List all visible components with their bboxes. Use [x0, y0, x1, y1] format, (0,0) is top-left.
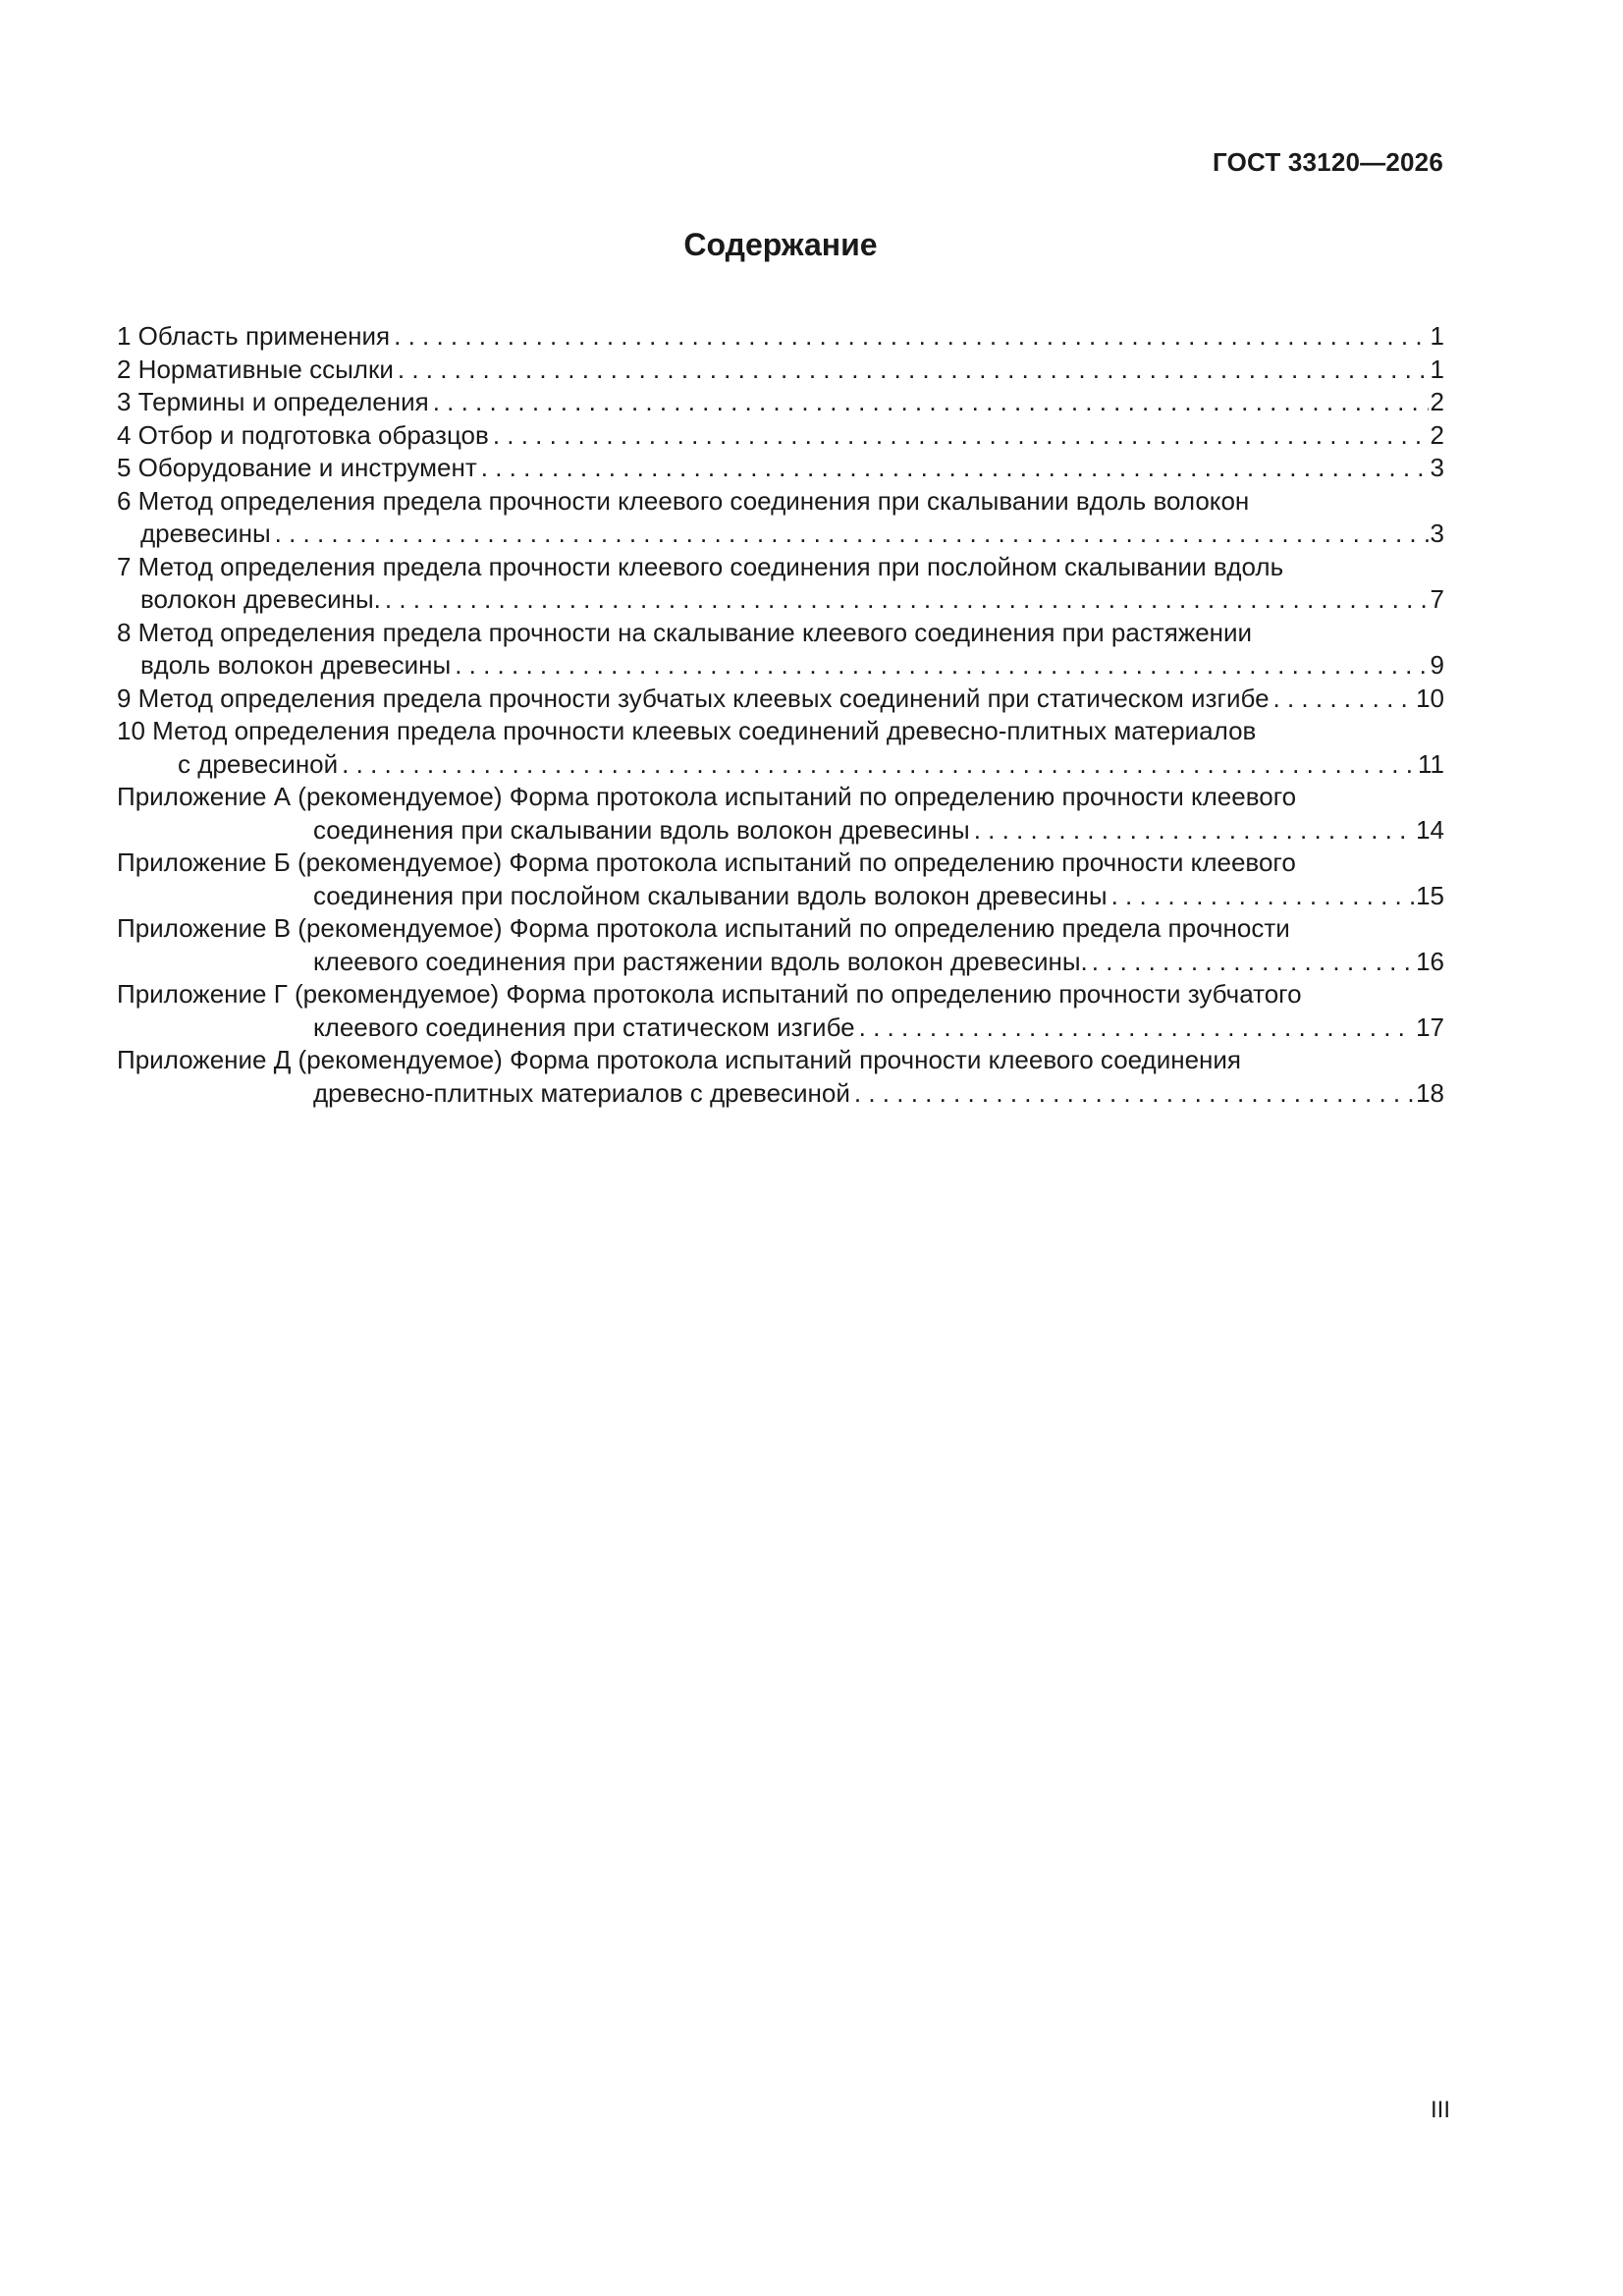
toc-leader-dots — [1111, 880, 1414, 913]
toc-entry[interactable] — [117, 912, 1444, 978]
toc-entry-title: Приложение Г (рекомендуемое) Форма протокола испытаний по определению прочности зубчатого — [117, 979, 1302, 1009]
toc-page-number: 2 — [1430, 419, 1444, 450]
toc-title: Содержание — [683, 227, 878, 262]
toc-entry-title-continued: волокон древесины. — [140, 584, 381, 614]
toc-page-number: 9 — [1430, 650, 1444, 680]
toc-page-number: 1 — [1430, 321, 1444, 351]
toc-leader-dots — [275, 518, 1429, 551]
toc-entry[interactable] — [117, 419, 1444, 453]
page-number: III — [1430, 2097, 1450, 2123]
toc-entry-title: 10 Метод определения предела прочности клеевых соединений древесно-плитных материалов — [117, 716, 1257, 745]
toc-leader-dots — [398, 354, 1429, 387]
toc-entry[interactable] — [117, 320, 1444, 354]
toc-entry-title: 3 Термины и определения — [117, 387, 429, 416]
toc-leader-dots — [385, 583, 1429, 617]
toc-entry-title-continued: вдоль волокон древесины — [140, 650, 452, 680]
toc-entry[interactable] — [117, 551, 1444, 617]
toc-entry-title-continued: клеевого соединения при растяжении вдоль волокон древесины. — [313, 946, 1088, 976]
toc-entry-title: Приложение А (рекомендуемое) Форма протокола испытаний по определению прочности клеевого — [117, 782, 1297, 811]
toc-page-number: 7 — [1430, 584, 1444, 614]
toc-entry-title: 5 Оборудование и инструмент — [117, 453, 477, 482]
toc-entry-title: 9 Метод определения предела прочности зубчатых клеевых соединений при статическом изгибе — [117, 683, 1270, 713]
toc-entry[interactable] — [117, 1044, 1444, 1110]
toc-entry[interactable] — [117, 847, 1444, 912]
toc-page-number: 3 — [1430, 453, 1444, 482]
toc-entry-title-continued: соединения при скалывании вдоль волокон древесины — [313, 814, 970, 845]
toc-entry-title: 7 Метод определения предела прочности клеевого соединения при послойном скалывании вдоль — [117, 551, 1284, 581]
toc-entry[interactable] — [117, 452, 1444, 485]
toc-leader-dots — [1273, 683, 1415, 716]
toc-page-number: 2 — [1430, 387, 1444, 416]
toc-entry-title-continued: с древесиной — [178, 748, 339, 779]
table-of-contents — [117, 320, 1444, 1110]
toc-leader-dots — [859, 1011, 1414, 1045]
toc-entry-title-continued: древесины — [140, 519, 271, 548]
toc-entry[interactable] — [117, 386, 1444, 419]
toc-entry-title: Приложение Д (рекомендуемое) Форма протокола испытаний прочности клеевого соединения — [117, 1045, 1242, 1074]
toc-entry-title-continued: клеевого соединения при статическом изгибе — [313, 1011, 855, 1042]
toc-entry-title: 1 Область применения — [117, 321, 391, 351]
toc-page-number: 1 — [1430, 354, 1444, 384]
toc-page-number: 3 — [1430, 519, 1444, 548]
toc-entry-title: 2 Нормативные ссылки — [117, 354, 394, 384]
toc-entry[interactable] — [117, 715, 1444, 781]
toc-entry[interactable] — [117, 485, 1444, 551]
toc-leader-dots — [481, 452, 1429, 485]
toc-entry[interactable] — [117, 354, 1444, 387]
toc-entry-title: 6 Метод определения предела прочности клеевого соединения при скалывании вдоль волокон — [117, 485, 1250, 516]
toc-entry[interactable] — [117, 781, 1444, 847]
toc-entry-title: Приложение Б (рекомендуемое) Форма протокола испытаний по определению прочности клеевого — [117, 847, 1296, 877]
toc-page-number: 18 — [1416, 1077, 1444, 1108]
toc-entry-title: 8 Метод определения предела прочности на скалывание клеевого соединения при растяжении — [117, 617, 1253, 647]
toc-entry-title: 4 Отбор и подготовка образцов — [117, 419, 489, 450]
toc-page-number: 14 — [1416, 814, 1444, 845]
toc-entry-title-continued: древесно-плитных материалов с древесиной — [313, 1077, 850, 1108]
toc-entry-title-continued: соединения при послойном скалывании вдоль волокон древесины — [313, 880, 1108, 910]
toc-leader-dots — [854, 1077, 1414, 1111]
toc-leader-dots — [1092, 946, 1414, 979]
toc-leader-dots — [342, 748, 1416, 782]
toc-leader-dots — [493, 419, 1429, 453]
document-code: ГОСТ 33120—2026 — [1213, 147, 1443, 177]
toc-page-number: 10 — [1416, 683, 1444, 713]
toc-entry[interactable] — [117, 683, 1444, 716]
toc-page-number: 15 — [1416, 880, 1444, 910]
toc-leader-dots — [974, 814, 1414, 847]
toc-page-number: 11 — [1418, 748, 1444, 779]
toc-leader-dots — [394, 320, 1428, 354]
toc-page-number: 16 — [1416, 946, 1444, 976]
toc-leader-dots — [455, 649, 1428, 683]
toc-entry-title: Приложение В (рекомендуемое) Форма протокола испытаний по определению предела прочности — [117, 913, 1290, 943]
toc-leader-dots — [433, 386, 1429, 419]
toc-entry[interactable] — [117, 617, 1444, 683]
toc-page-number: 17 — [1416, 1011, 1444, 1042]
toc-entry[interactable] — [117, 978, 1444, 1044]
